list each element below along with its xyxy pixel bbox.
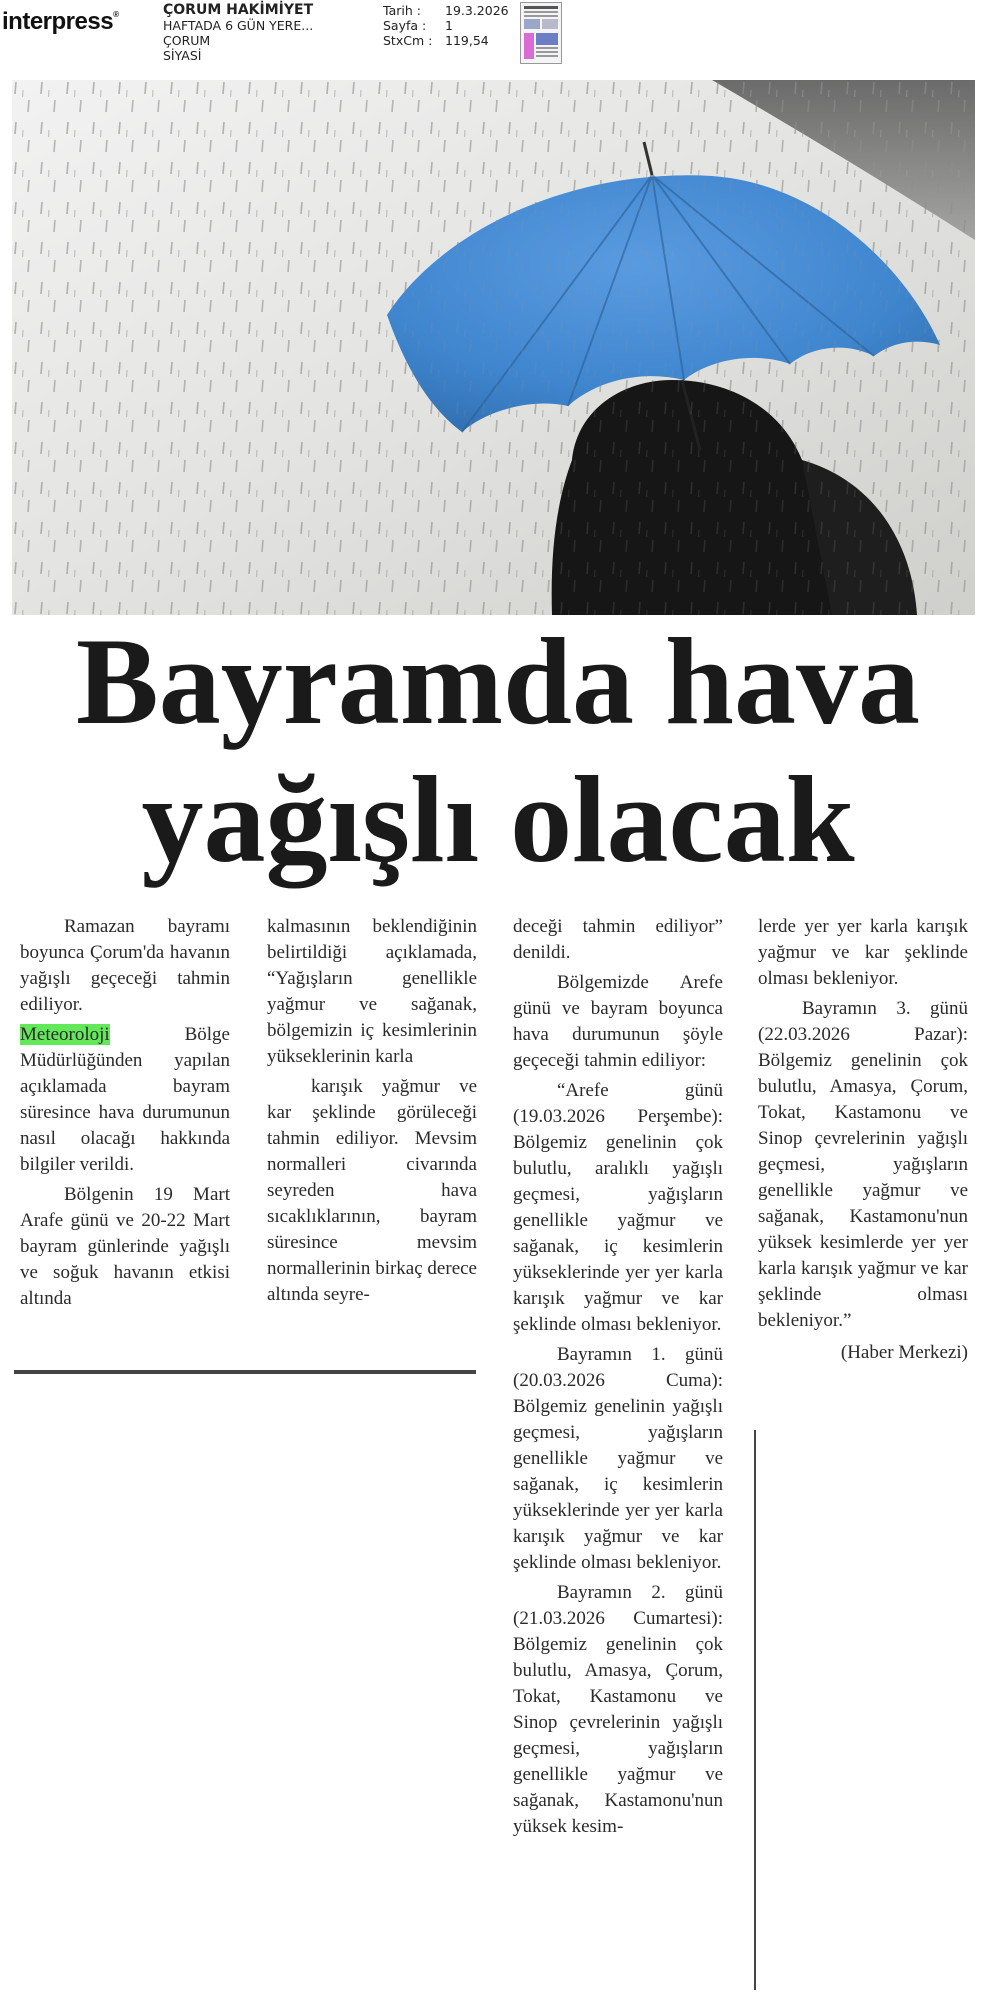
article-photo-umbrella [12, 80, 975, 615]
size-value: 119,54 [445, 33, 489, 48]
page-thumbnail [520, 2, 562, 64]
paragraph: Ramazan bayramı boyunca Çorum'da havanın yağışlı geçeceği tahmin ediliyor. [20, 916, 230, 1015]
paragraph-text: Bölge Müdürlüğünden yapılan açıklamada bayram süresince hava durumunun nasıl olacağı hakkında bilgiler verildi. [20, 1024, 230, 1175]
page-value: 1 [445, 18, 453, 33]
paragraph: kalmasının beklendiğinin belirtildiği açıklamada, “Yağışların genellikle yağmur ve sağanak, bölgemizin iç kesimlerinin yükseklerinin karla [267, 916, 477, 1067]
highlighted-keyword: Meteoroloji [20, 1024, 110, 1045]
paragraph: Bölgenin 19 Mart Arafe günü ve 20-22 Mart bayram günlerinde yağışlı ve soğuk havanın etkisi altında [20, 1184, 230, 1309]
clipping-info [163, 3, 313, 63]
paragraph: Bayramın 2. günü (21.03.2026 Cumartesi): Bölgemiz genelinin çok bulutlu, Amasya, Çorum, Tokat, Kastamonu ve Sinop çevrelerinin yağışlı geçmesi, yağışların genellikle yağmur ve sağanak, Kastamonu'nun yüksek kesim- [513, 1582, 723, 1837]
interpress-logo [2, 8, 118, 36]
article-column-2 [267, 914, 477, 1312]
article-column-1 [20, 914, 230, 1316]
article-byline: (Haber Merkezi) [840, 1342, 968, 1363]
column-divider-vertical [754, 1430, 756, 1990]
clipping-city: ÇORUM [163, 33, 211, 48]
paragraph: karışık yağmur ve kar şeklinde görüleceği tahmin ediliyor. Mevsim normalleri civarında seyreden hava sıcaklıklarının, bayram süresince mevsim normallerinin birkaç derece altında seyre- [267, 1076, 477, 1305]
clipping-meta [383, 3, 509, 48]
paragraph: deceği tahmin ediliyor” denildi. [513, 916, 723, 963]
paragraph: Bayramın 3. günü (22.03.2026 Pazar): Bölgemiz genelinin çok bulutlu, Amasya, Çorum, Tokat, Kastamonu ve Sinop çevrelerinin yağışlı geçmesi, yağışların genellikle yağmur ve sağanak, Kastamonu'nun yüksek kesimlerde yer yer karla karışık yağmur ve kar şeklinde olması bekleniyor.” [758, 998, 968, 1331]
date-label: Tarih : [383, 3, 421, 18]
paragraph [20, 1022, 230, 1178]
registered-mark: ® [113, 10, 119, 19]
article-column-4 [758, 914, 968, 1370]
article-title-line-1: Bayramda hava [76, 613, 920, 750]
paragraph: lerde yer yer karla karışık yağmur ve kar şeklinde olması bekleniyor. [758, 916, 968, 989]
paragraph: Bölgemizde Arefe günü ve bayram boyunca hava durumunun şöyle geçeceği tahmin ediliyor: [513, 972, 723, 1071]
publication-name: ÇORUM HAKİMİYET [163, 2, 314, 18]
paragraph: “Arefe günü (19.03.2026 Perşembe): Bölgemiz genelinin çok bulutlu, aralıklı yağışlı geçmesi, yağışların genellikle yağmur ve sağanak, iç kesimlerin yükseklerinde yer yer karla karışık yağmur ve kar şeklinde olması bekleniyor. [513, 1080, 723, 1335]
page-label: Sayfa : [383, 18, 427, 33]
paragraph: Bayramın 1. günü (20.03.2026 Cuma): Bölgemiz genelinin yağışlı geçmesi, yağışların genellikle yağmur ve sağanak, iç kesimlerin yükseklerinde yer yer karla karışık yağmur ve kar şeklinde olması bekleniyor. [513, 1344, 723, 1573]
article-column-3 [513, 914, 723, 1844]
date-value: 19.3.2026 [445, 3, 509, 18]
size-label: StxCm : [383, 33, 433, 48]
clipping-section: SİYASİ [163, 48, 202, 63]
logo-text: interpress [2, 8, 114, 35]
column-divider-horizontal [14, 1370, 476, 1374]
article-title-line-2: yağışlı olacak [141, 751, 855, 888]
clipping-headline: HAFTADA 6 GÜN YERE... [163, 18, 314, 33]
